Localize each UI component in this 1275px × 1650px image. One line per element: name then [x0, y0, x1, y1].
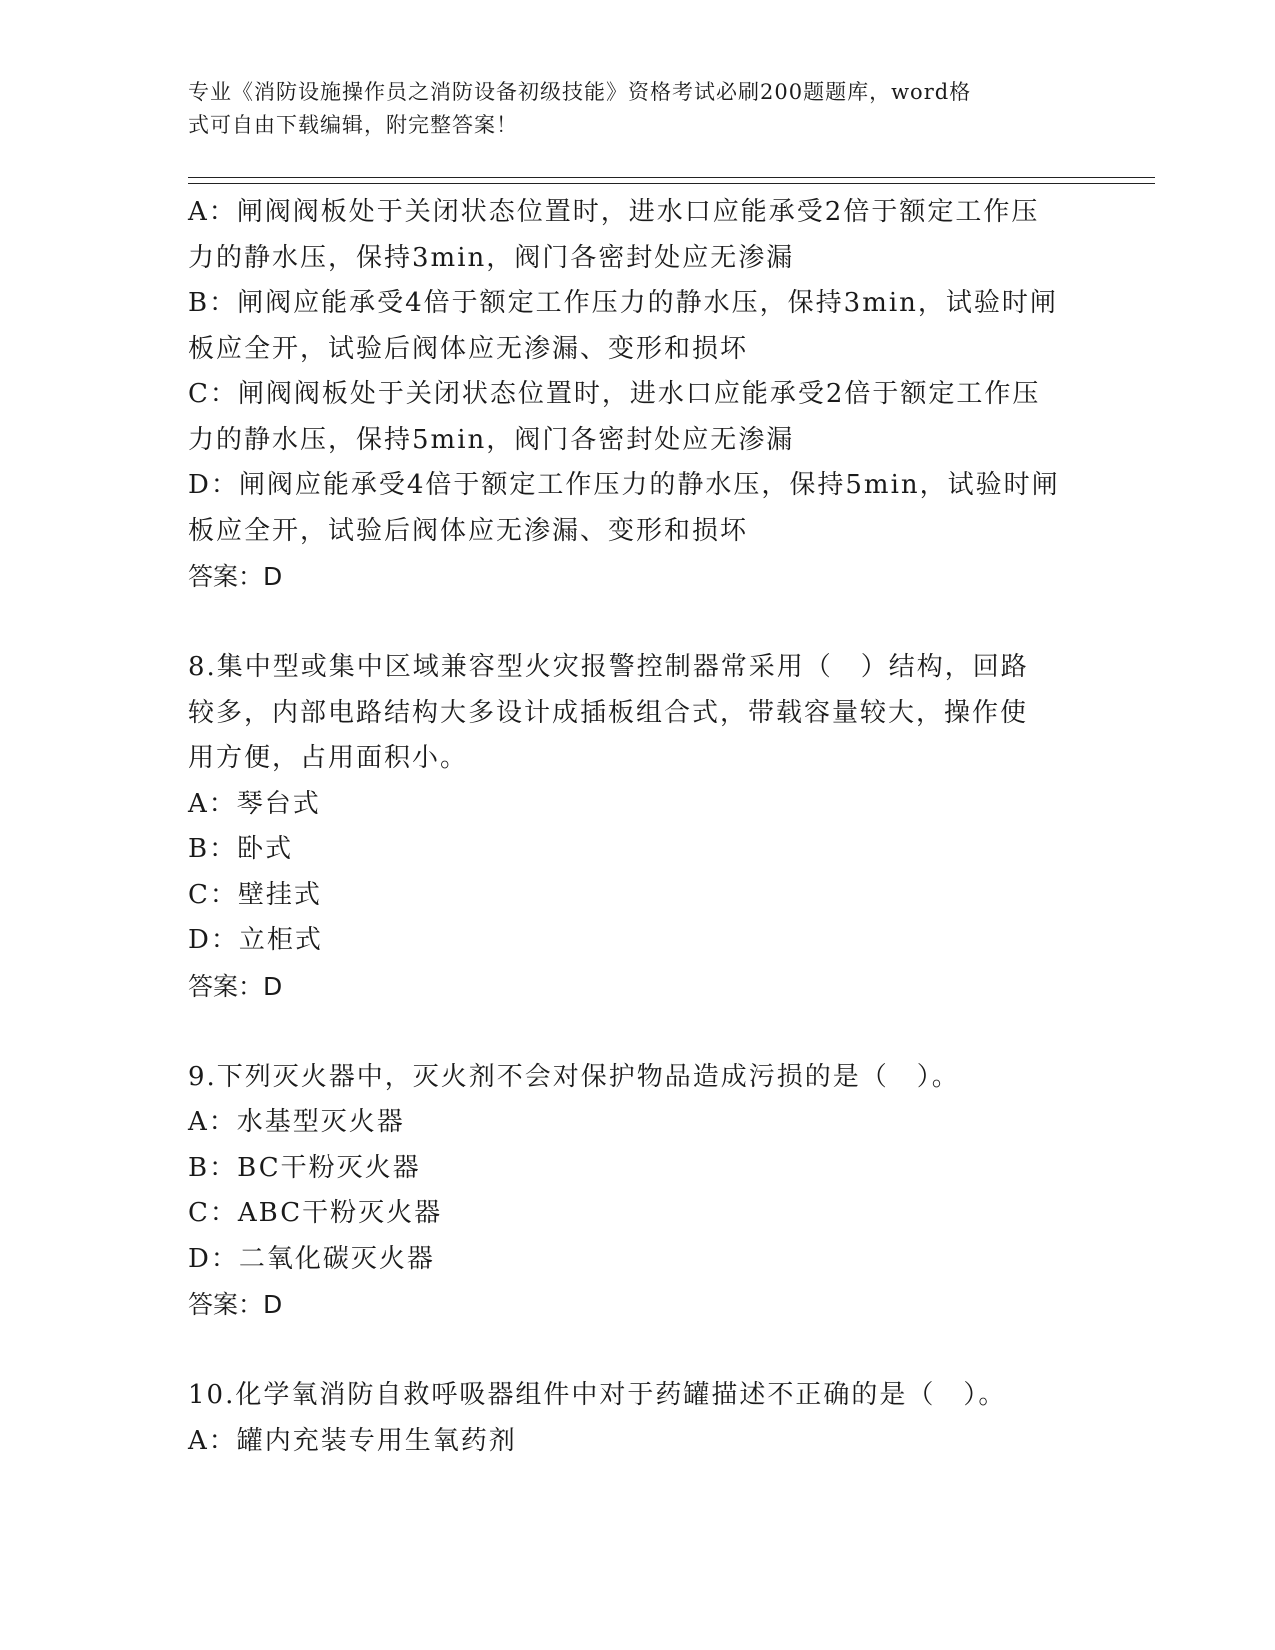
option-d: D：立柜式 — [188, 925, 323, 955]
spacer — [188, 600, 1088, 646]
answer: 答案：D — [188, 971, 283, 1001]
option-a: A：罐内充装专用生氧药剂 — [188, 1425, 517, 1456]
option-a-line-2: 力的静水压，保持3min，阀门各密封处应无渗漏 — [188, 242, 795, 273]
option-d-line-1: D：闸阀应能承受4倍于额定工作压力的静水压，保持5min，试验时闸 — [188, 470, 1060, 500]
option-d-line-2: 板应全开，试验后阀体应无渗漏、变形和损坏 — [188, 515, 749, 546]
spacer — [188, 1009, 1088, 1055]
option-b: B：BC干粉灭火器 — [188, 1152, 421, 1183]
page-header — [188, 76, 1078, 142]
question-text: 10.化学氧消防自救呼吸器组件中对于药罐描述不正确的是（ ）。 — [188, 1380, 1007, 1410]
option-c: C：ABC干粉灭火器 — [188, 1198, 443, 1228]
question-7 — [188, 190, 1088, 600]
answer: 答案：D — [188, 562, 283, 591]
question-10 — [188, 1373, 1088, 1464]
option-c-line-2: 力的静水压，保持5min，阀门各密封处应无渗漏 — [188, 424, 795, 455]
option-a-line-1: A：闸阀阀板处于关闭状态位置时，进水口应能承受2倍于额定工作压 — [188, 197, 1040, 227]
option-b-line-2: 板应全开，试验后阀体应无渗漏、变形和损坏 — [188, 333, 749, 364]
option-d: D：二氧化碳灭火器 — [188, 1243, 435, 1274]
header-line-2: 式可自由下载编辑，附完整答案！ — [188, 113, 518, 137]
spacer — [188, 1328, 1088, 1374]
question-line-3: 用方便，占用面积小。 — [188, 743, 469, 773]
document-body — [188, 190, 1088, 1464]
option-b: B：卧式 — [188, 834, 294, 864]
question-line-2: 较多，内部电路结构大多设计成插板组合式，带载容量较大，操作使 — [188, 697, 1029, 728]
question-8 — [188, 645, 1088, 1009]
question-line-1: 8.集中型或集中区域兼容型火灾报警控制器常采用（ ）结构，回路 — [188, 652, 1029, 682]
option-b-line-1: B：闸阀应能承受4倍于额定工作压力的静水压，保持3min，试验时闸 — [188, 288, 1058, 318]
option-a: A：水基型灭火器 — [188, 1107, 405, 1137]
header-line-1: 专业《消防设施操作员之消防设备初级技能》资格考试必刷200题题库，word格 — [188, 80, 972, 104]
answer: 答案：D — [188, 1290, 283, 1319]
option-a: A：琴台式 — [188, 788, 321, 819]
header-divider — [188, 177, 1155, 184]
option-c-line-1: C：闸阀阀板处于关闭状态位置时，进水口应能承受2倍于额定工作压 — [188, 379, 1041, 409]
question-9 — [188, 1055, 1088, 1328]
option-c: C：壁挂式 — [188, 879, 322, 910]
question-text: 9.下列灭火器中，灭火剂不会对保护物品造成污损的是（ ）。 — [188, 1061, 960, 1092]
